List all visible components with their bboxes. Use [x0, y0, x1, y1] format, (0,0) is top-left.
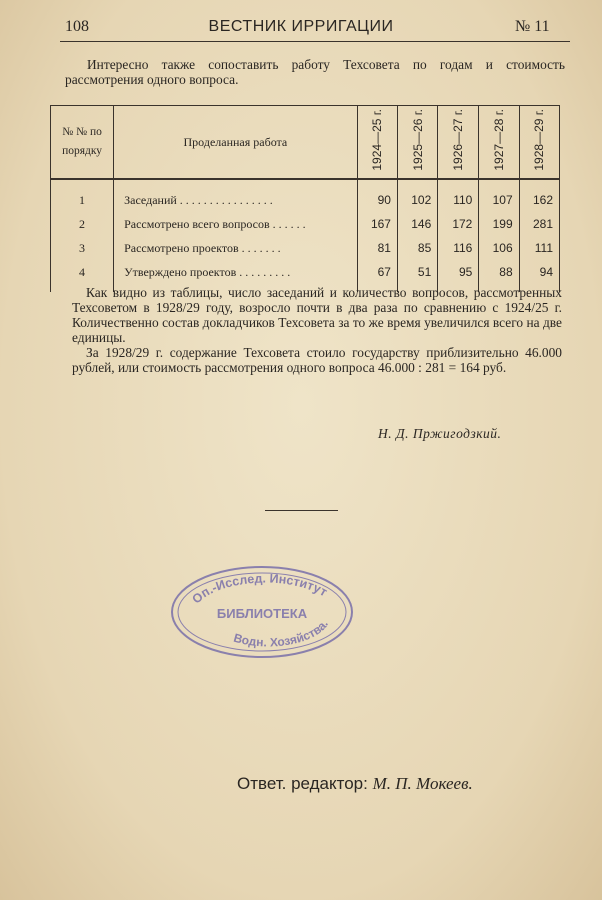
header-number: № № по порядку: [51, 106, 114, 180]
header-year: 1927—28 г.: [492, 109, 506, 171]
header-year: 1926—27 г.: [451, 109, 466, 171]
row-value: 81: [357, 236, 397, 260]
row-number: 3: [51, 236, 114, 260]
table-row: [51, 179, 560, 212]
svg-text:Водн. Хозяйства.: [232, 618, 331, 650]
row-work: Рассмотрено всего вопросов . . . . . .: [114, 212, 358, 236]
editor-label: Ответ. редактор:: [237, 774, 368, 793]
body-text: [72, 285, 562, 375]
row-value: 106: [479, 236, 519, 260]
svg-text:Оп.-Исслед. Институт: [189, 572, 329, 607]
row-value: 51: [397, 260, 437, 292]
table-row: [51, 236, 560, 260]
row-value: 88: [479, 260, 519, 292]
header-year: 1925—26 г.: [410, 109, 425, 171]
row-value: 107: [479, 179, 519, 212]
stamp-bottom-text: Водн. Хозяйства.: [232, 617, 331, 650]
editor-name: М. П. Мокеев.: [372, 774, 473, 793]
journal-title: ВЕСТНИК ИРРИГАЦИИ: [208, 18, 394, 35]
row-work: Рассмотрено проектов . . . . . . .: [114, 236, 358, 260]
body-paragraph: Как видно из таблицы, число заседаний и количество вопросов, рассмотренных Техсоветом в 1928/29 году, возросло почти в два раза по сравнению с 1924/25 г. Количественно состав докладчиков Техсовета за то же время увеличился всего на две единицы.: [72, 285, 562, 345]
intro-paragraph: Интересно также сопоставить работу Техсовета по годам и стоимость рассмотрения одного вопроса.: [65, 57, 565, 87]
stamp-middle-text: БИБЛИОТЕКА: [216, 606, 308, 621]
table-header-row: [51, 106, 560, 180]
row-value: 199: [479, 212, 519, 236]
row-value: 111: [519, 236, 559, 260]
row-value: 90: [357, 179, 397, 212]
row-value: 116: [438, 236, 479, 260]
row-number: 2: [51, 212, 114, 236]
row-work: Заседаний . . . . . . . . . . . . . . . .: [114, 179, 358, 212]
library-stamp: [170, 565, 355, 660]
header-year: 1924—25 г.: [370, 109, 385, 171]
row-value: 102: [397, 179, 437, 212]
row-number: 4: [51, 260, 114, 292]
row-value: 167: [357, 212, 397, 236]
row-value: 85: [397, 236, 437, 260]
editor-line: [237, 774, 473, 794]
row-value: 172: [438, 212, 479, 236]
row-value: 94: [519, 260, 559, 292]
issue-number: № 11: [515, 18, 550, 35]
row-value: 146: [397, 212, 437, 236]
author-signature: Н. Д. Пржигодзкий.: [378, 426, 502, 441]
row-work: Утверждено проектов . . . . . . . . .: [114, 260, 358, 292]
section-divider: [265, 510, 338, 511]
row-value: 281: [519, 212, 559, 236]
row-number: 1: [51, 179, 114, 212]
body-paragraph: За 1928/29 г. содержание Техсовета стоило государству приблизительно 46.000 рублей, или стоимость рассмотрения одного вопроса 46.000 : 281 = 164 руб.: [72, 345, 562, 375]
row-value: 162: [519, 179, 559, 212]
work-table: [50, 105, 560, 292]
row-value: 110: [438, 179, 479, 212]
row-value: 95: [438, 260, 479, 292]
stamp-top-text: Оп.-Исслед. Институт: [189, 571, 330, 607]
header-year: 1928—29 г.: [532, 109, 547, 171]
table-row: [51, 212, 560, 236]
page-number: 108: [65, 18, 89, 35]
header-divider: [60, 41, 570, 42]
header-work: Проделанная работа: [114, 106, 358, 180]
row-value: 67: [357, 260, 397, 292]
